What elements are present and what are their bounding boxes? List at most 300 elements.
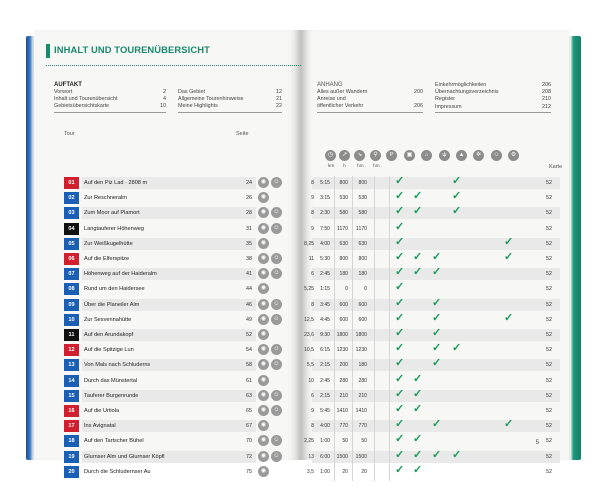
difficulty-icon: ◉ <box>258 451 269 462</box>
tour-name[interactable]: Glurnser Alm und Glurnser Köpfl <box>84 453 165 460</box>
stat-h: 6:15 <box>320 347 330 354</box>
tour-page: 35 <box>246 240 252 247</box>
check-icon: ✓ <box>413 387 423 400</box>
tour-name[interactable]: Zum Moor auf Plamort <box>84 210 140 217</box>
stat-down: 180 <box>358 271 367 278</box>
check-icon: ✓ <box>432 251 442 263</box>
tour-row[interactable] <box>34 176 569 190</box>
tour-row[interactable] <box>34 419 569 433</box>
up-icon: ↗ <box>339 150 350 161</box>
season-icon: ☺ <box>271 207 282 218</box>
col-header-h: h <box>343 164 346 169</box>
stat-km: 8 <box>311 301 314 308</box>
tour-name[interactable]: Durch das Münstertal <box>84 377 138 384</box>
stat-up: 200 <box>339 362 348 369</box>
tour-map-ref: 52 <box>546 256 552 262</box>
stat-down: 50 <box>361 438 367 445</box>
karte-col-header: Karte <box>549 164 563 170</box>
difficulty-icon: ◉ <box>258 344 269 355</box>
difficulty-icon: ◉ <box>258 177 269 188</box>
book-edge-right <box>567 36 581 460</box>
tour-map-ref: 52 <box>546 392 552 399</box>
tour-number-badge: 04 <box>64 223 79 235</box>
check-icon: ✓ <box>395 175 405 187</box>
right-toc-entry-label: Übernachtungsverzeichnis <box>435 89 499 96</box>
right-toc-entry-page: 210 <box>542 96 551 103</box>
tour-name[interactable]: Auf die Elferspitze <box>84 256 130 262</box>
tour-row[interactable] <box>34 434 569 448</box>
stat-up: 800 <box>339 180 348 186</box>
stat-down: 630 <box>358 240 367 247</box>
check-icon: ✓ <box>504 418 514 431</box>
auftakt-entry[interactable] <box>54 96 166 102</box>
tour-page: 28 <box>246 210 252 217</box>
right-toc-entry[interactable] <box>435 82 551 88</box>
tour-name[interactable]: Höhenweg auf der Haideralm <box>84 271 157 278</box>
difficulty-icon: ◉ <box>258 238 269 249</box>
auftakt-underline <box>54 112 166 113</box>
tour-name[interactable]: Rund um den Haidersee <box>84 286 145 293</box>
tour-page: 26 <box>246 195 252 202</box>
stat-h: 4:45 <box>320 316 330 323</box>
check-icon: ✓ <box>452 342 462 355</box>
stat-down: 280 <box>358 377 367 384</box>
difficulty-icon: ◉ <box>258 268 269 279</box>
stat-down: 20 <box>361 468 367 475</box>
stat-down: 600 <box>358 316 367 323</box>
anhang-entry-label: Alles außer Wandern <box>317 89 368 95</box>
tour-row[interactable] <box>34 465 569 479</box>
stat-h: 5:15 <box>320 180 330 186</box>
tour-map-ref: 52 <box>546 301 552 308</box>
check-icon: ✓ <box>395 266 405 279</box>
tour-number-badge: 17 <box>64 420 79 432</box>
stat-h: 6:00 <box>320 453 330 460</box>
stat-h: 2:30 <box>320 210 330 217</box>
gebiet-entry-page: 21 <box>276 96 282 103</box>
tour-number-badge: 09 <box>64 299 79 311</box>
check-icon: ✓ <box>504 235 514 248</box>
check-icon: ✓ <box>395 235 405 248</box>
stat-km: 8,25 <box>304 240 314 247</box>
stat-km: 8 <box>311 423 314 430</box>
tour-number-badge: 13 <box>64 359 79 371</box>
tour-map-ref: 52 <box>546 210 552 217</box>
check-icon: ✓ <box>432 327 442 339</box>
stat-km: 5,25 <box>304 286 314 293</box>
check-icon: ✓ <box>452 175 462 187</box>
tour-map-ref: 52 <box>546 195 552 202</box>
stat-up: 530 <box>339 195 348 202</box>
stat-up: 180 <box>339 271 348 278</box>
stat-down: 1230 <box>355 347 367 354</box>
stat-up: 630 <box>339 240 348 247</box>
season-icon: ☺ <box>271 177 282 188</box>
tour-name[interactable]: Langtauferer Höhenweg <box>84 225 145 232</box>
tour-row[interactable] <box>34 328 569 342</box>
walker-icon: ⚲ <box>370 150 381 161</box>
stat-up: 600 <box>339 301 348 308</box>
right-toc-entry[interactable] <box>435 89 551 95</box>
right-toc-entry-page: 212 <box>542 103 551 110</box>
tour-name[interactable]: Auf den Piz Lad · 2808 m <box>84 180 148 186</box>
check-icon: ✓ <box>395 296 405 309</box>
auftakt-entry-page: 10 <box>160 103 166 110</box>
stat-down: 530 <box>358 195 367 202</box>
tour-map-ref: 52 <box>546 408 552 414</box>
difficulty-icon: ◉ <box>258 283 269 294</box>
tour-name[interactable]: Zur Sesvennahütte <box>84 316 132 323</box>
tour-number-badge: 01 <box>64 177 79 189</box>
tour-map-ref: 52 <box>546 225 552 232</box>
right-toc-entry-label: Impressum <box>435 103 462 110</box>
check-icon: ✓ <box>413 463 423 476</box>
anhang-entry-page: 200 <box>414 89 423 95</box>
tour-map-ref: 52 <box>546 362 552 369</box>
check-icon: ✓ <box>395 403 405 415</box>
difficulty-icon: ◉ <box>258 375 269 386</box>
stat-h: 4:00 <box>320 240 330 247</box>
clock-icon: ◷ <box>325 150 336 161</box>
stat-h: 1:15 <box>320 286 330 293</box>
stat-km: 2,25 <box>304 438 314 445</box>
gebiet-entry-page: 12 <box>276 89 282 95</box>
food-icon: ψ <box>439 150 450 161</box>
stat-km: 12,5 <box>304 316 314 323</box>
season-icon: ☺ <box>271 435 282 446</box>
check-icon: ✓ <box>395 357 405 370</box>
stat-km: 9 <box>311 195 314 202</box>
tour-page: 38 <box>246 256 252 262</box>
tour-row[interactable] <box>34 374 569 388</box>
anhang-entry-label: öffentlicher Verkehr <box>317 103 364 110</box>
stat-h: 3:15 <box>320 195 330 202</box>
tour-row[interactable] <box>34 404 569 418</box>
tour-name[interactable]: Von Mals nach Schluderns <box>84 362 151 369</box>
tour-row[interactable] <box>34 267 569 281</box>
tour-map-ref: 52 <box>546 286 552 293</box>
down-icon: ↘ <box>354 150 365 161</box>
right-toc-entry[interactable] <box>435 104 551 110</box>
anhang-heading: ANHANG <box>317 82 343 88</box>
stat-down: 1410 <box>355 408 367 414</box>
tour-row[interactable] <box>34 343 569 357</box>
tour-name[interactable]: Auf den Arundakopf <box>84 332 134 338</box>
stat-down: 770 <box>358 423 367 430</box>
stat-h: 7:50 <box>320 225 330 232</box>
auftakt-entry[interactable] <box>54 89 166 95</box>
check-icon: ✓ <box>395 220 405 233</box>
difficulty-icon: ◉ <box>258 420 269 431</box>
check-icon: ✓ <box>413 190 423 203</box>
table-divider <box>334 176 335 481</box>
tour-page: 52 <box>246 332 252 338</box>
check-icon: ✓ <box>395 205 405 218</box>
difficulty-icon: ◉ <box>258 329 269 340</box>
tour-page: 31 <box>246 225 252 232</box>
tour-map-ref: 52 <box>546 468 552 475</box>
tour-page: 65 <box>246 408 252 414</box>
check-icon: ✓ <box>395 327 405 339</box>
auftakt-heading: AUFTAKT <box>54 82 82 88</box>
tour-page: 67 <box>246 423 252 430</box>
auftakt-entry-label: Vorwort <box>54 89 73 95</box>
tour-number-badge: 02 <box>64 192 79 204</box>
stat-h: 2:45 <box>320 271 330 278</box>
tour-number-badge: 05 <box>64 238 79 250</box>
tour-row[interactable] <box>34 252 569 266</box>
stat-km: 23,6 <box>304 332 314 338</box>
check-icon: ✓ <box>432 296 442 309</box>
season-icon: ☺ <box>271 344 282 355</box>
auftakt-entry-label: Inhalt und Tourenübersicht <box>54 96 118 103</box>
tour-number-badge: 08 <box>64 283 79 295</box>
bus-icon: ▣ <box>404 150 415 161</box>
tour-page: 61 <box>246 377 252 384</box>
difficulty-icon: ◉ <box>258 466 269 477</box>
tour-number-badge: 07 <box>64 268 79 280</box>
check-icon: ✓ <box>395 190 405 203</box>
check-icon: ✓ <box>413 205 423 218</box>
tour-name[interactable]: Über die Planeiler Alm <box>84 301 140 308</box>
tour-map-ref: 52 <box>546 377 552 384</box>
check-icon: ✓ <box>432 418 442 431</box>
difficulty-icon: ◉ <box>258 299 269 310</box>
title-accent-bar <box>46 44 50 58</box>
stat-km: 3,5 <box>306 468 314 475</box>
check-icon: ✓ <box>395 387 405 400</box>
check-icon: ✓ <box>395 372 405 385</box>
season-icon: ☺ <box>271 451 282 462</box>
stat-km: 11 <box>308 256 314 262</box>
parking-icon: P <box>386 150 397 161</box>
stat-km: 10 <box>308 377 314 384</box>
tour-number-badge: 20 <box>64 466 79 478</box>
tour-page: 75 <box>246 468 252 475</box>
season-icon: ☺ <box>271 253 282 264</box>
check-icon: ✓ <box>413 448 423 461</box>
difficulty-icon: ◉ <box>258 223 269 234</box>
check-icon: ✓ <box>432 266 442 279</box>
tour-row[interactable] <box>34 222 569 236</box>
tour-row[interactable] <box>34 237 569 251</box>
right-toc-entry-page: 206 <box>542 82 551 88</box>
tour-page: 41 <box>246 271 252 278</box>
tour-page: 49 <box>246 316 252 323</box>
col-header-hm-down: hm <box>373 164 380 169</box>
anhang-entry[interactable] <box>317 96 423 102</box>
anhang-entry-label: Anreise und <box>317 96 346 103</box>
tour-number-badge: 03 <box>64 207 79 219</box>
flower-icon: ✲ <box>473 150 484 161</box>
tour-name[interactable]: Zur Reschneralm <box>84 195 127 202</box>
page-title: INHALT UND TOURENÜBERSICHT <box>54 44 210 55</box>
gebiet-entry[interactable] <box>178 96 282 102</box>
anhang-entry-page: 206 <box>414 103 423 110</box>
tour-map-ref: 52 <box>546 347 552 354</box>
tour-page: 24 <box>246 180 252 186</box>
tour-name[interactable]: Auf die Spitzige Lun <box>84 347 134 354</box>
auftakt-entry-page: 4 <box>163 96 166 103</box>
stat-up: 1230 <box>336 347 348 354</box>
stat-km: 5,5 <box>306 362 314 369</box>
tour-row[interactable] <box>34 282 569 296</box>
anhang-entry[interactable] <box>317 89 423 95</box>
stat-down: 1500 <box>355 453 367 460</box>
season-icon: ☺ <box>271 314 282 325</box>
tour-name[interactable]: Ins Avignatal <box>84 423 116 430</box>
stat-km: 9 <box>311 408 314 414</box>
tour-number-badge: 12 <box>64 344 79 356</box>
stat-down: 800 <box>358 256 367 262</box>
stat-down: 0 <box>364 286 367 293</box>
stat-h: 9:30 <box>320 332 330 338</box>
tour-number-badge: 18 <box>64 435 79 447</box>
gebiet-entry-label: Allgemeine Tourenhinweise <box>178 96 244 103</box>
tour-name[interactable]: Durch die Schludernser Au <box>84 468 151 475</box>
tour-number-badge: 16 <box>64 405 79 417</box>
check-icon: ✓ <box>452 190 462 203</box>
season-icon: ☺ <box>271 390 282 401</box>
check-icon: ✓ <box>395 463 405 476</box>
tour-number-badge: 10 <box>64 314 79 326</box>
tour-row[interactable] <box>34 358 569 372</box>
gebiet-entry[interactable] <box>178 89 282 95</box>
check-icon: ✓ <box>432 311 442 324</box>
difficulty-icon: ◉ <box>258 390 269 401</box>
tour-name[interactable]: Auf die Urtiola <box>84 408 120 414</box>
tour-number-badge: 19 <box>64 451 79 463</box>
tour-name[interactable]: Zur Weißkugelhütte <box>84 240 133 247</box>
stat-h: 1:00 <box>320 438 330 445</box>
stat-km: 10,5 <box>304 347 314 354</box>
child-icon: ☺ <box>491 150 502 161</box>
check-icon: ✓ <box>413 403 423 415</box>
check-icon: ✓ <box>395 251 405 263</box>
season-icon: ☺ <box>271 405 282 416</box>
stat-km: 8 <box>311 180 314 186</box>
tour-row[interactable] <box>34 313 569 327</box>
stat-km: 8 <box>311 210 314 217</box>
check-icon: ✓ <box>395 418 405 431</box>
anhang-underline <box>317 112 423 113</box>
tour-map-ref: 52 <box>546 423 552 430</box>
stat-up: 580 <box>339 210 348 217</box>
check-icon: ✓ <box>395 281 405 294</box>
page-number-right: 5 <box>535 440 539 446</box>
right-toc-entry-label: Register <box>435 96 456 103</box>
stat-up: 1500 <box>336 453 348 460</box>
anhang-entry[interactable] <box>317 103 423 109</box>
difficulty-icon: ◉ <box>258 314 269 325</box>
difficulty-icon: ◉ <box>258 253 269 264</box>
table-divider <box>389 176 390 481</box>
check-icon: ✓ <box>395 311 405 324</box>
difficulty-icon: ◉ <box>258 359 269 370</box>
col-header-hm-up: hm <box>357 164 364 169</box>
tour-name[interactable]: Tauferer Burgenrunde <box>84 392 139 399</box>
auftakt-entry-page: 2 <box>163 89 166 95</box>
stat-up: 1410 <box>336 408 348 414</box>
tour-row[interactable] <box>34 206 569 220</box>
stat-km: 9 <box>311 225 314 232</box>
difficulty-icon: ◉ <box>258 405 269 416</box>
stat-h: 2:45 <box>320 377 330 384</box>
tour-page: 58 <box>246 362 252 369</box>
stat-up: 770 <box>339 423 348 430</box>
tour-page: 63 <box>246 392 252 399</box>
seite-col-header: Seite <box>236 131 249 137</box>
stat-up: 600 <box>339 316 348 323</box>
right-toc-entry-label: Einkehrmöglichkeiten <box>435 82 487 88</box>
stat-km: 6 <box>311 271 314 278</box>
tour-page: 54 <box>246 347 252 354</box>
check-icon: ✓ <box>395 448 405 461</box>
gebiet-entry[interactable] <box>178 103 282 109</box>
tour-page: 44 <box>246 286 252 293</box>
stat-down: 800 <box>358 180 367 186</box>
season-icon: ☺ <box>271 223 282 234</box>
table-divider <box>374 176 375 481</box>
stat-up: 280 <box>339 377 348 384</box>
tour-map-ref: 52 <box>546 316 552 323</box>
gebiet-entry-label: Das Gebiet <box>178 89 205 95</box>
stat-up: 800 <box>339 256 348 262</box>
stat-h: 1:00 <box>320 468 330 475</box>
stat-up: 210 <box>339 392 348 399</box>
season-icon: ☺ <box>271 359 282 370</box>
check-icon: ✓ <box>452 205 462 218</box>
auftakt-entry[interactable] <box>54 103 166 109</box>
difficulty-icon: ◉ <box>258 435 269 446</box>
open-book <box>34 30 569 476</box>
auftakt-entry-label: Gebietsübersichtskarte <box>54 103 110 110</box>
stat-h: 2:15 <box>320 392 330 399</box>
tour-number-badge: 15 <box>64 390 79 402</box>
tour-map-ref: 52 <box>546 453 552 460</box>
stat-down: 580 <box>358 210 367 217</box>
stat-down: 1800 <box>355 332 367 338</box>
tour-map-ref: 52 <box>546 332 552 338</box>
tour-name[interactable]: Auf den Tartscher Bühel <box>84 438 144 445</box>
stat-h: 3:45 <box>320 301 330 308</box>
tour-row[interactable] <box>34 389 569 403</box>
check-icon: ✓ <box>413 372 423 385</box>
stat-h: 4:00 <box>320 423 330 430</box>
right-toc-entry[interactable] <box>435 96 551 102</box>
check-icon: ✓ <box>452 448 462 461</box>
tour-page: 72 <box>246 453 252 460</box>
tour-row[interactable] <box>34 298 569 312</box>
tour-row[interactable] <box>34 191 569 205</box>
title-rule <box>46 65 311 66</box>
bike-icon: ⚙ <box>508 150 519 161</box>
tour-map-ref: 52 <box>546 240 552 247</box>
tour-map-ref: 52 <box>546 438 552 445</box>
stat-h: 5:45 <box>320 408 330 414</box>
tour-row[interactable] <box>34 450 569 464</box>
stat-h: 2:15 <box>320 362 330 369</box>
stat-h: 5:30 <box>320 256 330 262</box>
gebiet-underline <box>178 112 282 113</box>
stat-up: 50 <box>342 438 348 445</box>
table-divider <box>352 176 353 481</box>
col-header-km: km <box>328 164 335 169</box>
check-icon: ✓ <box>432 342 442 355</box>
tour-number-badge: 14 <box>64 375 79 387</box>
check-icon: ✓ <box>395 433 405 446</box>
stat-down: 1170 <box>356 225 367 232</box>
